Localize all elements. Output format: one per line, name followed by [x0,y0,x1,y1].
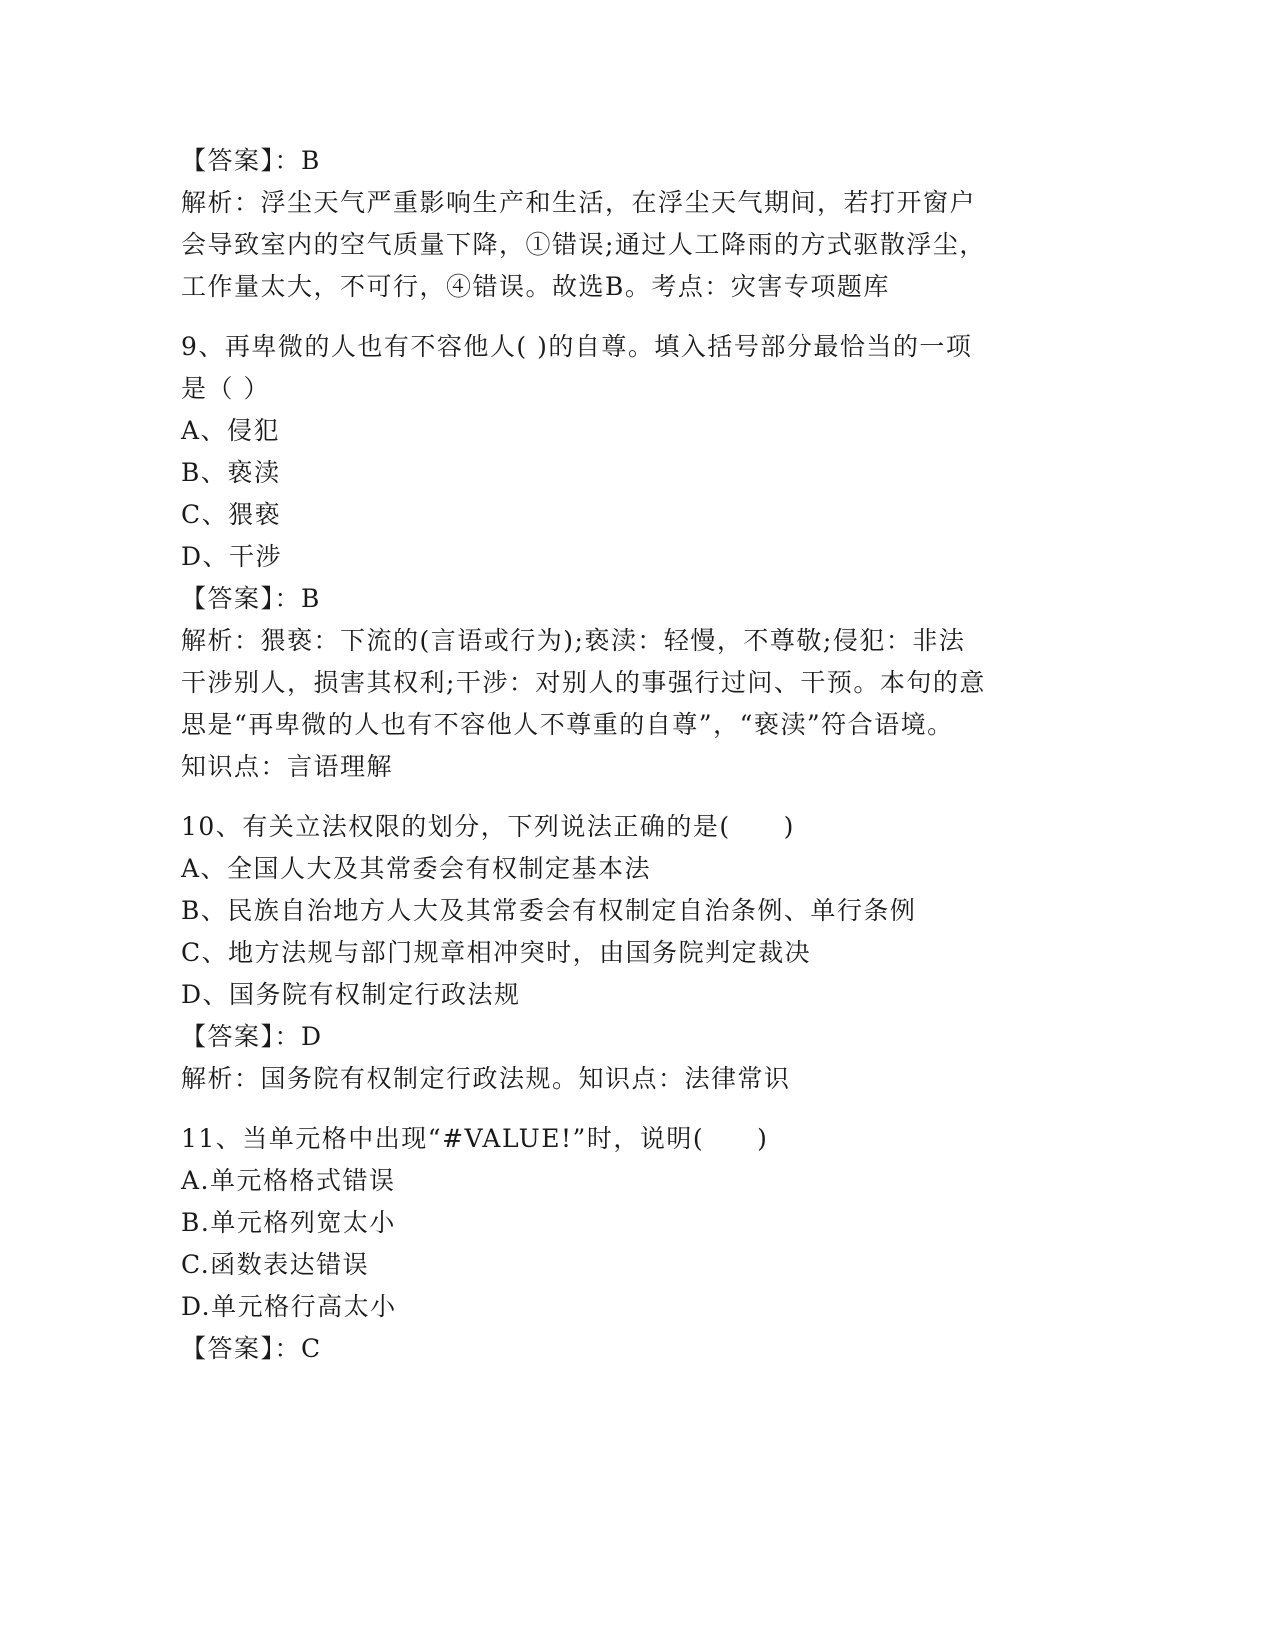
option-a: A、全国人大及其常委会有权制定基本法 [181,854,652,883]
explanation-line: 工作量太大，不可行，④错误。故选B。考点：灾害专项题库 [181,272,890,301]
answer-label: 【答案】：C [181,1334,322,1363]
option-b: B.单元格列宽太小 [181,1208,396,1237]
explanation-line: 会导致室内的空气质量下降，①错误;通过人工降雨的方式驱散浮尘， [181,230,986,259]
question-stem: 是（ ） [181,374,270,403]
question-stem: 11、当单元格中出现“#VALUE!”时，说明( ) [181,1124,769,1153]
explanation-line: 解析：猥亵：下流的(言语或行为);亵渎：轻慢，不尊敬;侵犯：非法 [181,626,966,655]
explanation-line: 知识点：言语理解 [181,752,394,781]
option-c: C.函数表达错误 [181,1250,370,1279]
explanation-line: 解析：国务院有权制定行政法规。知识点：法律常识 [181,1064,791,1093]
option-d: D、干涉 [181,542,283,571]
option-b: B、亵渎 [181,458,281,487]
explanation-line: 解析：浮尘天气严重影响生产和生活，在浮尘天气期间，若打开窗户 [181,188,977,217]
explanation-line: 思是“再卑微的人也有不容他人不尊重的自尊”，“亵渎”符合语境。 [181,710,954,739]
explanation-line: 干涉别人，损害其权利;干涉：对别人的事强行过问、干预。本句的意 [181,668,986,697]
prev-answer-block [181,140,1081,308]
option-a: A.单元格格式错误 [181,1166,396,1195]
option-c: C、地方法规与部门规章相冲突时，由国务院判定裁决 [181,938,812,967]
question-stem: 10、有关立法权限的划分，下列说法正确的是( ) [181,812,795,841]
answer-label: 【答案】：B [181,146,321,175]
question-stem: 9、再卑微的人也有不容他人( )的自尊。填入括号部分最恰当的一项 [181,332,973,361]
question-11 [181,1118,1081,1370]
document-page [181,140,1081,1370]
option-b: B、民族自治地方人大及其常委会有权制定自治条例、单行条例 [181,896,917,925]
question-9 [181,326,1081,788]
option-a: A、侵犯 [181,416,281,445]
option-c: C、猥亵 [181,500,282,529]
answer-label: 【答案】：D [181,1022,323,1051]
answer-label: 【答案】：B [181,584,321,613]
question-10 [181,806,1081,1100]
option-d: D.单元格行高太小 [181,1292,397,1321]
option-d: D、国务院有权制定行政法规 [181,980,521,1009]
